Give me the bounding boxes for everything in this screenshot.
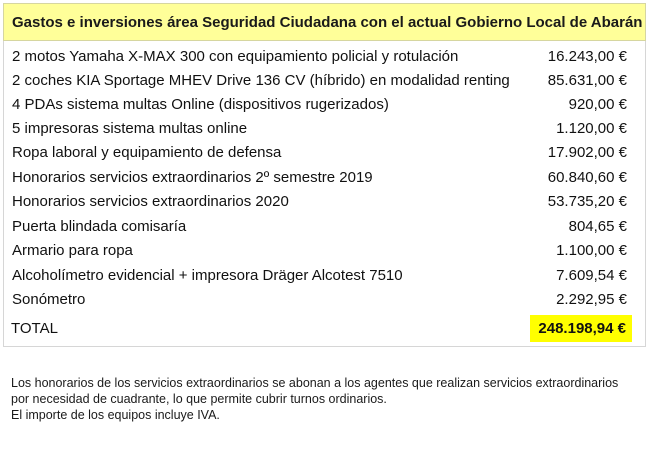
item-amount: 60.840,60 € [547,169,627,186]
table-row [4,288,647,312]
table-header [3,3,646,41]
item-amount: 85.631,00 € [547,72,627,89]
table-row [4,239,647,263]
item-amount: 2.292,95 € [556,291,627,308]
item-description: Honorarios servicios extraordinarios 2020 [12,193,289,210]
item-amount: 920,00 € [568,96,627,113]
item-description: 2 coches KIA Sportage MHEV Drive 136 CV (híbrido) en modalidad renting [12,72,510,89]
item-description: 5 impresoras sistema multas online [12,120,248,137]
table-row [4,45,647,69]
footnote-line: El importe de los equipos incluye IVA. [11,408,220,422]
item-description: Sonómetro [12,291,86,308]
footnote-line: Los honorarios de los servicios extraordinarios se abonan a los agentes que realizan servicios extraordinarios [11,376,619,390]
item-amount: 17.902,00 € [547,144,627,161]
footnotes [11,375,646,423]
item-description: Puerta blindada comisaría [12,218,187,235]
total-row [3,317,646,341]
table-row [4,215,647,239]
item-amount: 1.100,00 € [556,242,627,259]
table-row [4,190,647,214]
item-description: Ropa laboral y equipamiento de defensa [12,144,282,161]
total-amount: 248.198,94 € [538,320,626,337]
item-description: Armario para ropa [12,242,133,259]
table-row [4,166,647,190]
total-label: TOTAL [11,320,58,337]
table-row [4,264,647,288]
item-amount: 16.243,00 € [547,48,627,65]
item-amount: 1.120,00 € [556,120,627,137]
page-title: Gastos e inversiones área Seguridad Ciudadana con el actual Gobierno Local de Abarán [12,14,643,31]
table-row [4,141,647,165]
footnote-line: por necesidad de cuadrante, lo que permite cubrir turnos ordinarios. [11,392,387,406]
item-description: 2 motos Yamaha X-MAX 300 con equipamiento policial y rotulación [12,48,459,65]
item-description: Alcoholímetro evidencial + impresora Dräger Alcotest 7510 [12,267,403,284]
table-row [4,117,647,141]
item-description: Honorarios servicios extraordinarios 2º semestre 2019 [12,169,373,186]
table-row [4,69,647,93]
item-amount: 7.609,54 € [556,267,627,284]
item-amount: 53.735,20 € [547,193,627,210]
table-row [4,93,647,117]
item-description: 4 PDAs sistema multas Online (dispositivos rugerizados) [12,96,389,113]
item-amount: 804,65 € [568,218,627,235]
expense-table [3,41,646,347]
